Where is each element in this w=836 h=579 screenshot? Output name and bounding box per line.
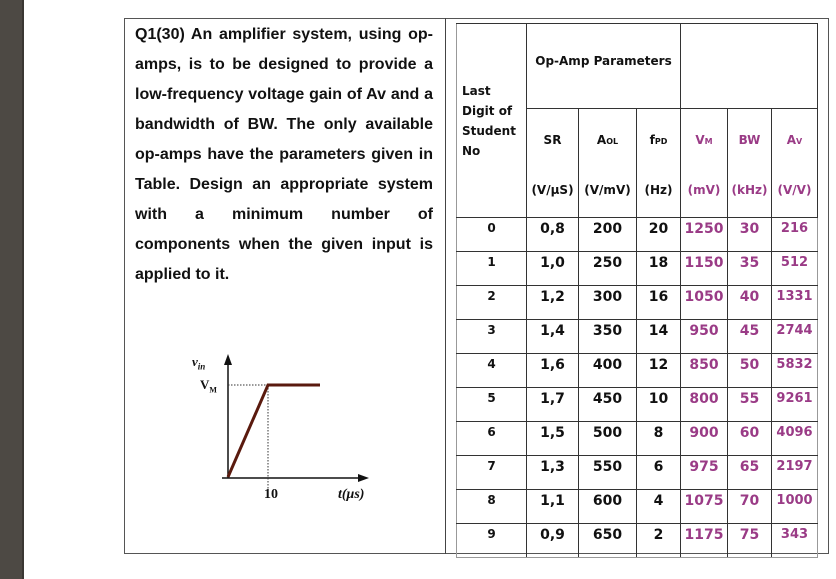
table-row: [457, 422, 818, 456]
panel-divider: [445, 18, 446, 554]
cell-digit: 3: [457, 320, 527, 354]
cell-fpd: 18: [637, 252, 681, 286]
cell-vm: 800: [681, 388, 728, 422]
cell-aol: 250: [579, 252, 637, 286]
cell-sr: 1,7: [527, 388, 579, 422]
cell-av: 2197: [772, 456, 818, 490]
cell-av: 1331: [772, 286, 818, 320]
cell-digit: 4: [457, 354, 527, 388]
op-amp-table-wrap: [456, 23, 818, 558]
cell-vm: 850: [681, 354, 728, 388]
cell-bw: 55: [728, 388, 772, 422]
cell-av: 5832: [772, 354, 818, 388]
table-row: [457, 524, 818, 558]
column-unit: (kHz): [731, 183, 768, 197]
cell-sr: 0,9: [527, 524, 579, 558]
column-unit: (Hz): [644, 183, 673, 197]
column-unit: (mV): [687, 183, 721, 197]
cell-fpd: 6: [637, 456, 681, 490]
column-header: [728, 109, 772, 218]
cell-digit: 2: [457, 286, 527, 320]
cell-av: 512: [772, 252, 818, 286]
cell-sr: 1,0: [527, 252, 579, 286]
table-row: [457, 252, 818, 286]
input-waveform-graph: [170, 340, 400, 520]
group-header: Op-Amp Parameters: [527, 24, 681, 109]
table-row: [457, 388, 818, 422]
cell-av: 216: [772, 218, 818, 252]
cell-bw: 35: [728, 252, 772, 286]
column-name: fPD: [649, 133, 668, 147]
column-name: BW: [738, 133, 761, 147]
cell-vm: 1050: [681, 286, 728, 320]
table-row: [457, 490, 818, 524]
x-tick-label: 10: [264, 487, 278, 502]
y-axis-label: $v_{in}$: [192, 354, 206, 372]
cell-av: 4096: [772, 422, 818, 456]
column-name: AOL: [596, 133, 619, 147]
cell-vm: 950: [681, 320, 728, 354]
cell-digit: 1: [457, 252, 527, 286]
vm-label: $V_M$: [200, 377, 217, 395]
cell-digit: 5: [457, 388, 527, 422]
cell-bw: 60: [728, 422, 772, 456]
column-name: SR: [543, 133, 562, 147]
cell-bw: 75: [728, 524, 772, 558]
cell-sr: 1,1: [527, 490, 579, 524]
waveform-line: [228, 385, 320, 477]
table-row: [457, 320, 818, 354]
cell-fpd: 16: [637, 286, 681, 320]
cell-aol: 350: [579, 320, 637, 354]
cell-digit: 0: [457, 218, 527, 252]
cell-bw: 70: [728, 490, 772, 524]
cell-aol: 500: [579, 422, 637, 456]
question-paragraph: Q1(30) An amplifier system, using op-amps, is to be designed to provide a low-frequency voltage gain of Av and a bandwidth of BW. The only available op-amps have the parameters given in Table. Design an appropriate system with a minimum number of components when the given input is applied to it.: [135, 26, 433, 283]
table-row: [457, 456, 818, 490]
cell-sr: 1,4: [527, 320, 579, 354]
cell-sr: 0,8: [527, 218, 579, 252]
table-body: [457, 218, 818, 558]
cell-av: 1000: [772, 490, 818, 524]
cell-bw: 50: [728, 354, 772, 388]
cell-vm: 900: [681, 422, 728, 456]
cell-bw: 30: [728, 218, 772, 252]
column-name: VM: [695, 133, 713, 147]
side-strip: [0, 0, 24, 579]
table-row: [457, 286, 818, 320]
cell-aol: 550: [579, 456, 637, 490]
cell-digit: 6: [457, 422, 527, 456]
cell-vm: 1150: [681, 252, 728, 286]
cell-sr: 1,6: [527, 354, 579, 388]
cell-vm: 1075: [681, 490, 728, 524]
column-name: AV: [786, 133, 803, 147]
cell-fpd: 10: [637, 388, 681, 422]
column-header: [681, 109, 728, 218]
column-unit: (V/mV): [584, 183, 631, 197]
cell-sr: 1,3: [527, 456, 579, 490]
cell-vm: 1250: [681, 218, 728, 252]
question-text: [135, 20, 433, 290]
x-axis-arrow-icon: [358, 474, 369, 482]
cell-aol: 300: [579, 286, 637, 320]
cell-bw: 65: [728, 456, 772, 490]
cell-digit: 8: [457, 490, 527, 524]
column-header: [637, 109, 681, 218]
cell-vm: 1175: [681, 524, 728, 558]
cell-fpd: 12: [637, 354, 681, 388]
op-amp-parameters-table: [456, 23, 818, 558]
column-header: [772, 109, 818, 218]
table-row: [457, 354, 818, 388]
cell-av: 2744: [772, 320, 818, 354]
cell-av: 343: [772, 524, 818, 558]
x-axis-label: t(μs): [338, 487, 365, 502]
cell-aol: 200: [579, 218, 637, 252]
cell-aol: 450: [579, 388, 637, 422]
cell-aol: 400: [579, 354, 637, 388]
column-header: [527, 109, 579, 218]
cell-fpd: 2: [637, 524, 681, 558]
cell-fpd: 14: [637, 320, 681, 354]
cell-aol: 600: [579, 490, 637, 524]
y-axis-arrow-icon: [224, 354, 232, 365]
cell-fpd: 4: [637, 490, 681, 524]
cell-digit: 9: [457, 524, 527, 558]
column-unit: (V/μS): [531, 183, 574, 197]
cell-fpd: 8: [637, 422, 681, 456]
group-header-empty: [681, 24, 818, 109]
table-row: [457, 218, 818, 252]
cell-bw: 40: [728, 286, 772, 320]
cell-sr: 1,5: [527, 422, 579, 456]
column-header: [579, 109, 637, 218]
cell-aol: 650: [579, 524, 637, 558]
digit-header: Last Digit of Student No: [457, 24, 527, 218]
cell-fpd: 20: [637, 218, 681, 252]
cell-vm: 975: [681, 456, 728, 490]
column-unit: (V/V): [777, 183, 812, 197]
cell-bw: 45: [728, 320, 772, 354]
cell-sr: 1,2: [527, 286, 579, 320]
cell-av: 9261: [772, 388, 818, 422]
cell-digit: 7: [457, 456, 527, 490]
